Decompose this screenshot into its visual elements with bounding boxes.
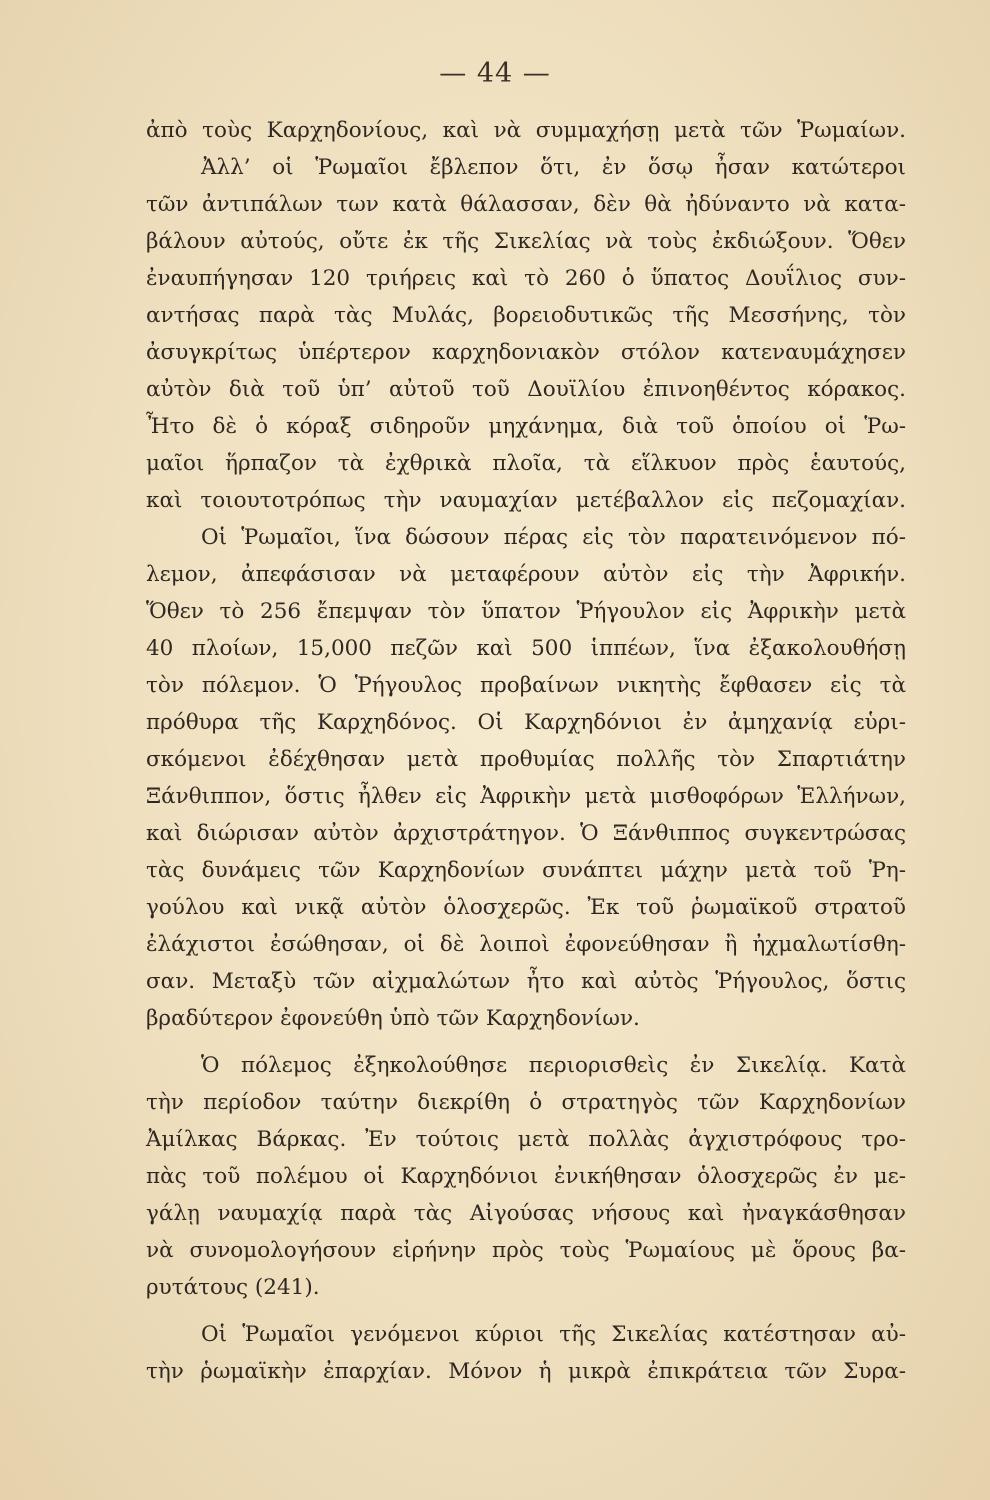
text-line: τὰς δυνάμεις τῶν Καρχηδονίων συνάπτει μάχην μετὰ τοῦ Ῥη- — [146, 858, 906, 883]
text-line: ἐναυπήγησαν 120 τριήρεις καὶ τὸ 260 ὁ ὕπατος Δουΐλιος συν- — [146, 266, 906, 291]
text-line: τὴν ῥωμαϊκὴν ἐπαρχίαν. Μόνον ἡ μικρὰ ἐπικράτεια τῶν Συρα- — [146, 1359, 906, 1384]
text-line: αὐτὸν διὰ τοῦ ὑπ’ αὐτοῦ τοῦ Δουϊλίου ἐπινοηθέντος κόρακος. — [146, 377, 906, 402]
text-line: βάλουν αὐτούς, οὔτε ἐκ τῆς Σικελίας νὰ τοὺς ἐκδιώξουν. Ὅθεν — [146, 229, 906, 254]
paragraph-gap — [146, 1306, 906, 1316]
paragraph — [146, 519, 906, 1037]
text-line: σκόμενοι ἐδέχθησαν μετὰ προθυμίας πολλῆς τὸν Σπαρτιάτην — [146, 747, 906, 772]
text-line: Ὅθεν τὸ 256 ἔπεμψαν τὸν ὕπατον Ῥήγουλον εἰς Ἀφρικὴν μετὰ — [146, 599, 906, 624]
text-line: νὰ συνομολογήσουν εἰρήνην πρὸς τοὺς Ῥωμαίους μὲ ὅρους βα- — [146, 1238, 906, 1263]
page-number: — 44 — — [439, 58, 551, 89]
text-line: ἀπὸ τοὺς Καρχηδονίους, καὶ νὰ συμμαχήσῃ μετὰ τῶν Ῥωμαίων. — [146, 118, 906, 143]
text-line: ἀσυγκρίτως ὑπέρτερον καρχηδονιακὸν στόλον κατεναυμάχησεν — [146, 340, 906, 365]
text-line: γάλῃ ναυμαχίᾳ παρὰ τὰς Αἰγούσας νήσους καὶ ἠναγκάσθησαν — [146, 1201, 906, 1226]
text-line: Οἱ Ῥωμαῖοι, ἵνα δώσουν πέρας εἰς τὸν παρατεινόμενον πό- — [201, 525, 906, 550]
paragraph — [146, 1316, 906, 1390]
text-line: καὶ τοιουτοτρόπως τὴν ναυμαχίαν μετέβαλλον εἰς πεζομαχίαν. — [146, 488, 906, 513]
text-line: τῶν ἀντιπάλων των κατὰ θάλασσαν, δὲν θὰ ἠδύναντο νὰ κατα- — [146, 192, 906, 217]
text-line: σαν. Μεταξὺ τῶν αἰχμαλώτων ἦτο καὶ αὐτὸς Ῥήγουλος, ὅστις — [146, 969, 906, 994]
text-line: μαῖοι ἥρπαζον τὰ ἐχθρικὰ πλοῖα, τὰ εἵλκυον πρὸς ἑαυτούς, — [146, 451, 906, 476]
text-line: λεμον, ἀπεφάσισαν νὰ μεταφέρουν αὐτὸν εἰς τὴν Ἀφρικήν. — [146, 562, 906, 587]
text-line: 40 πλοίων, 15,000 πεζῶν καὶ 500 ἱππέων, ἵνα ἐξακολουθήσῃ — [146, 636, 906, 661]
text-line: Ἀλλ’ οἱ Ῥωμαῖοι ἔβλεπον ὅτι, ἐν ὅσῳ ἦσαν κατώτεροι — [201, 155, 906, 180]
paragraph — [146, 1047, 906, 1306]
text-line: πὰς τοῦ πολέμου οἱ Καρχηδόνιοι ἐνικήθησαν ὁλοσχερῶς ἐν με- — [146, 1164, 906, 1189]
paragraph-gap — [146, 1037, 906, 1047]
text-line: Ὁ πόλεμος ἐξηκολούθησε περιορισθεὶς ἐν Σικελίᾳ. Κατὰ — [201, 1053, 906, 1078]
text-line: τὴν περίοδον ταύτην διεκρίθη ὁ στρατηγὸς τῶν Καρχηδονίων — [146, 1090, 906, 1115]
body-text — [146, 112, 906, 1390]
text-line: τὸν πόλεμον. Ὁ Ῥήγουλος προβαίνων νικητὴς ἔφθασεν εἰς τὰ — [146, 673, 906, 698]
text-line: Ξάνθιππον, ὅστις ἦλθεν εἰς Ἀφρικὴν μετὰ μισθοφόρων Ἑλλήνων, — [146, 784, 906, 809]
text-line: γούλου καὶ νικᾷ αὐτὸν ὁλοσχερῶς. Ἐκ τοῦ ῥωμαϊκοῦ στρατοῦ — [146, 895, 906, 920]
text-line: Οἱ Ῥωμαῖοι γενόμενοι κύριοι τῆς Σικελίας κατέστησαν αὐ- — [201, 1322, 906, 1347]
text-line: ἐλάχιστοι ἐσώθησαν, οἱ δὲ λοιποὶ ἐφονεύθησαν ἢ ἠχμαλωτίσθη- — [146, 932, 906, 957]
text-line: αντήσας παρὰ τὰς Μυλάς, βορειοδυτικῶς τῆς Μεσσήνης, τὸν — [146, 303, 906, 328]
text-line: Ἀμίλκας Βάρκας. Ἐν τούτοις μετὰ πολλὰς ἀγχιστρόφους τρο- — [146, 1127, 906, 1152]
text-line: πρόθυρα τῆς Καρχηδόνος. Οἱ Καρχηδόνιοι ἐν ἀμηχανίᾳ εὑρι- — [146, 710, 906, 735]
text-line: βραδύτερον ἐφονεύθη ὑπὸ τῶν Καρχηδονίων. — [146, 1006, 640, 1031]
text-line: Ἦτο δὲ ὁ κόραξ σιδηροῦν μηχάνημα, διὰ τοῦ ὁποίου οἱ Ῥω- — [146, 414, 906, 439]
text-line: καὶ διώρισαν αὐτὸν ἀρχιστράτηγον. Ὁ Ξάνθιππος συγκεντρώσας — [146, 821, 906, 846]
paragraph — [146, 112, 906, 519]
text-line: ρυτάτους (241). — [146, 1275, 320, 1300]
